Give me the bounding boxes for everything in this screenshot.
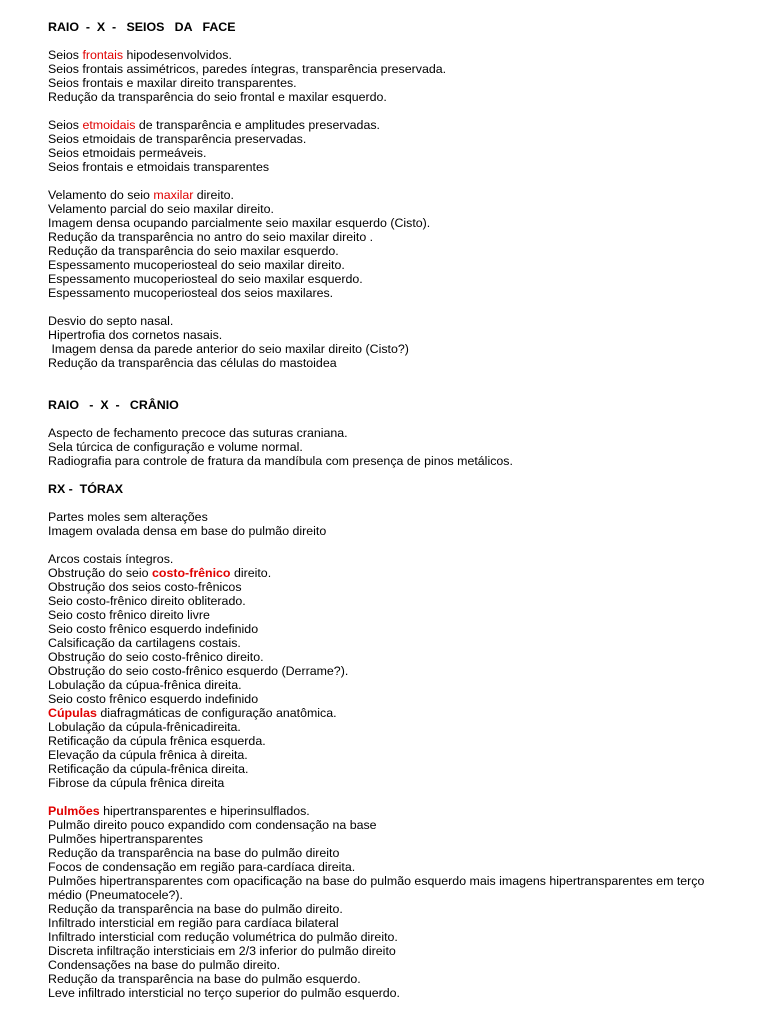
report-line: Velamento parcial do seio maxilar direito. [48,202,274,216]
report-line: Redução da transparência na base do pulmão direito. [48,902,343,916]
report-line: Imagem densa ocupando parcialmente seio maxilar esquerdo (Cisto). [48,216,431,230]
report-line: Redução da transparência na base do pulmão direito [48,846,340,860]
heading-cranio: RAIO - X - CRÂNIO [48,398,179,412]
report-line: Leve infiltrado intersticial no terço superior do pulmão esquerdo. [48,986,400,1000]
report-line: Pulmões hipertransparentes [48,832,203,846]
report-line: Sela túrcica de configuração e volume normal. [48,440,303,454]
face-group-maxilar [48,188,738,300]
report-line [48,118,738,132]
line-text: de transparência e amplitudes preservadas. [135,118,380,132]
report-line: Seios frontais e maxilar direito transparentes. [48,76,297,90]
report-line: Calsificação da cartilagens costais. [48,636,241,650]
highlighted-term: maxilar [153,188,194,202]
report-line [48,566,738,580]
line-text: Obstrução do seio [48,566,153,580]
report-line: Imagem densa da parede anterior do seio maxilar direito (Cisto?) [48,342,409,356]
report-line: Elevação da cúpula frênica à direita. [48,748,248,762]
report-line [48,706,738,720]
report-line: Imagem ovalada densa em base do pulmão direito [48,524,327,538]
report-line [48,804,738,818]
report-line: Desvio do septo nasal. [48,314,174,328]
highlighted-term: frontais [82,48,124,62]
torax-group-partes-moles [48,510,738,538]
torax-group-seios-cupulas [48,552,738,790]
line-text: Seios [48,118,83,132]
document-page [48,20,738,1000]
face-group-frontais [48,48,738,104]
report-line: Espessamento mucoperiosteal dos seios maxilares. [48,286,334,300]
report-line: Infiltrado intersticial com redução volumétrica do pulmão direito. [48,930,398,944]
cranio-lines [48,426,738,468]
report-line: Seios frontais e etmoidais transparentes [48,160,270,174]
highlighted-term: etmoidais [82,118,136,132]
report-line: Retificação da cúpula-frênica direita. [48,762,249,776]
line-text: Velamento do seio [48,188,154,202]
report-line: Lobulação da cúpula-frênicadireita. [48,720,241,734]
face-group-etmoidais [48,118,738,174]
report-line: Seio costo-frênico direito obliterado. [48,594,246,608]
highlighted-term: Pulmões [48,804,100,818]
line-text: hipodesenvolvidos. [123,48,232,62]
torax-group-pulmoes [48,804,738,1000]
report-line: Seios etmoidais permeáveis. [48,146,207,160]
report-line: Redução da transparência do seio maxilar esquerdo. [48,244,339,258]
report-line: Redução da transparência do seio frontal e maxilar esquerdo. [48,90,387,104]
report-line: Arcos costais íntegros. [48,552,174,566]
report-line: Obstrução dos seios costo-frênicos [48,580,242,594]
face-group-outros [48,314,738,370]
report-line: Pulmões hipertransparentes com opacificação na base do pulmão esquerdo mais imagens hipertransparentes em terço médio (Pneumatocele?). [48,874,708,902]
report-line: Redução da transparência no antro do seio maxilar direito . [48,230,374,244]
report-line: Espessamento mucoperiosteal do seio maxilar direito. [48,258,345,272]
line-text: Seios [48,48,83,62]
report-line: Radiografia para controle de fratura da mandíbula com presença de pinos metálicos. [48,454,513,468]
report-line: Partes moles sem alterações [48,510,208,524]
report-line [48,188,738,202]
line-text: direito. [193,188,234,202]
report-line: Redução da transparência das células do mastoidea [48,356,337,370]
report-line: Espessamento mucoperiosteal do seio maxilar esquerdo. [48,272,363,286]
report-line: Infiltrado intersticial em região para cardíaca bilateral [48,916,339,930]
report-line: Obstrução do seio costo-frênico esquerdo (Derrame?). [48,664,349,678]
line-text: diafragmáticas de configuração anatômica. [96,706,337,720]
report-line: Retificação da cúpula frênica esquerda. [48,734,266,748]
report-line: Seio costo frênico esquerdo indefinido [48,692,259,706]
report-line: Seio costo frênico esquerdo indefinido [48,622,259,636]
report-line: Discreta infiltração intersticiais em 2/3 inferior do pulmão direito [48,944,396,958]
highlighted-term: Cúpulas [48,706,97,720]
report-line: Hipertrofia dos cornetos nasais. [48,328,223,342]
report-line: Seios frontais assimétricos, paredes íntegras, transparência preservada. [48,62,447,76]
report-line: Obstrução do seio costo-frênico direito. [48,650,264,664]
report-line: Fibrose da cúpula frênica direita [48,776,225,790]
report-line [48,48,738,62]
line-text: hipertransparentes e hiperinsulflados. [99,804,310,818]
report-line: Seio costo frênico direito livre [48,608,210,622]
highlighted-term: costo-frênico [152,566,231,580]
report-line: Seios etmoidais de transparência preservadas. [48,132,307,146]
report-line: Focos de condensação em região para-cardíaca direita. [48,860,356,874]
report-line: Redução da transparência na base do pulmão esquerdo. [48,972,361,986]
report-line: Pulmão direito pouco expandido com condensação na base [48,818,377,832]
report-line: Lobulação da cúpua-frênica direita. [48,678,242,692]
heading-torax: RX - TÓRAX [48,482,124,496]
report-line: Condensações na base do pulmão direito. [48,958,281,972]
report-line: Aspecto de fechamento precoce das suturas craniana. [48,426,348,440]
heading-seios-da-face: RAIO - X - SEIOS DA FACE [48,20,236,34]
line-text: direito. [230,566,272,580]
